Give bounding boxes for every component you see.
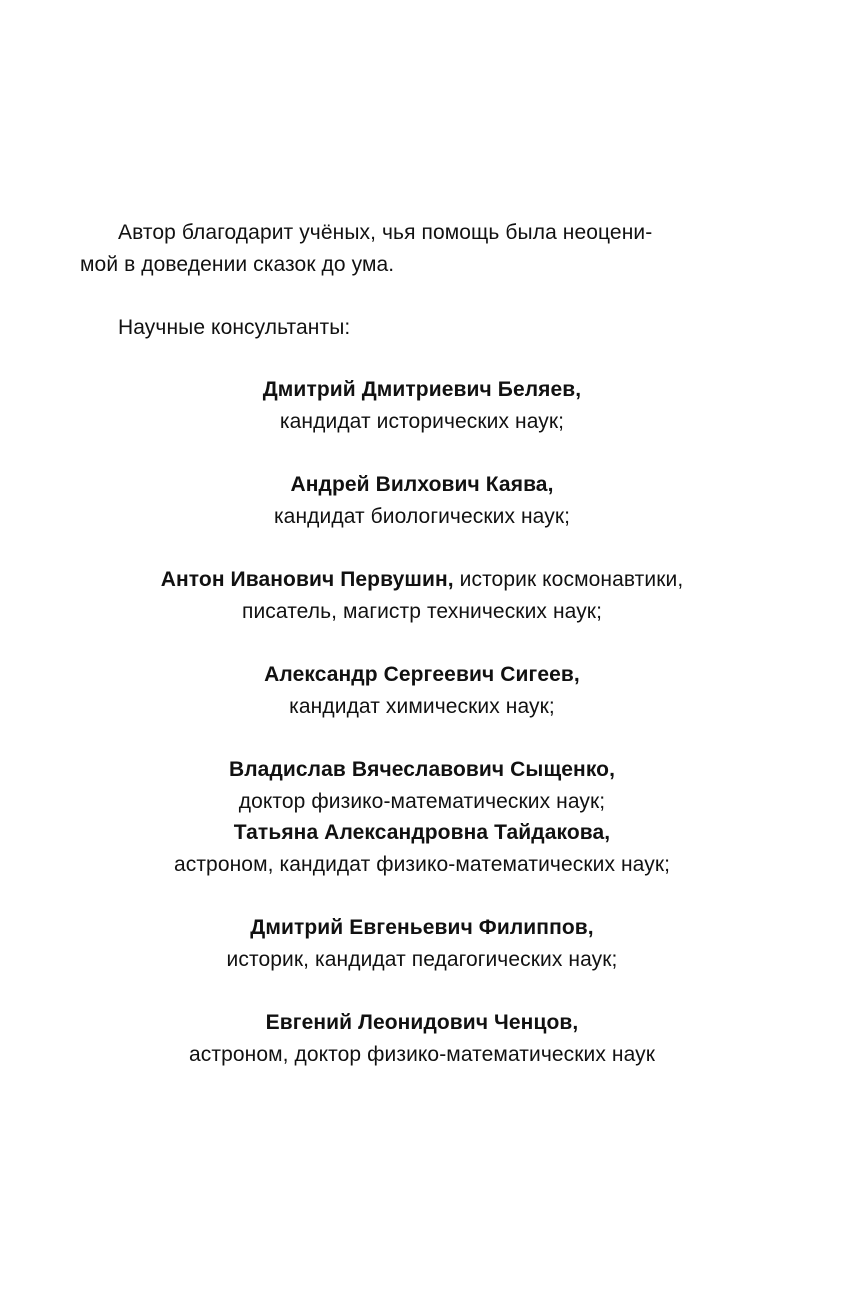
consultant-title: астроном, доктор физико-математических наук [188, 1043, 656, 1066]
consultants-heading: Научные консультанты: [118, 316, 351, 339]
consultant-title: доктор физико-математических наук; [238, 790, 606, 813]
consultant-title: кандидат исторических наук; [279, 410, 565, 433]
consultant-name: Татьяна Александровна Тайдакова, [233, 821, 611, 844]
consultant-title-inline: историк космонавтики, [453, 568, 684, 591]
intro-line-1: Автор благодарит учёных, чья помощь была неоцени- [118, 221, 653, 244]
consultant-line-mixed [0, 565, 844, 595]
consultant-name: Дмитрий Дмитриевич Беляев, [262, 378, 582, 401]
consultant-name: Александр Сергеевич Сигеев, [264, 663, 580, 686]
consultant-name: Андрей Вилхович Каява, [290, 473, 554, 496]
consultant-title: астроном, кандидат физико-математических наук; [173, 853, 671, 876]
consultant-title: историк, кандидат педагогических наук; [226, 948, 618, 971]
consultant-name: Антон Иванович Первушин, [160, 568, 454, 591]
intro-line-2: мой в доведении сказок до ума. [80, 253, 395, 276]
consultant-title: писатель, магистр технических наук; [241, 600, 603, 623]
consultant-name: Дмитрий Евгеньевич Филиппов, [250, 916, 594, 939]
consultant-title: кандидат химических наук; [289, 695, 555, 718]
consultant-name: Евгений Леонидович Ченцов, [265, 1011, 579, 1034]
consultant-name: Владислав Вячеславович Сыщенко, [228, 758, 616, 781]
consultant-title: кандидат биологических наук; [273, 505, 571, 528]
